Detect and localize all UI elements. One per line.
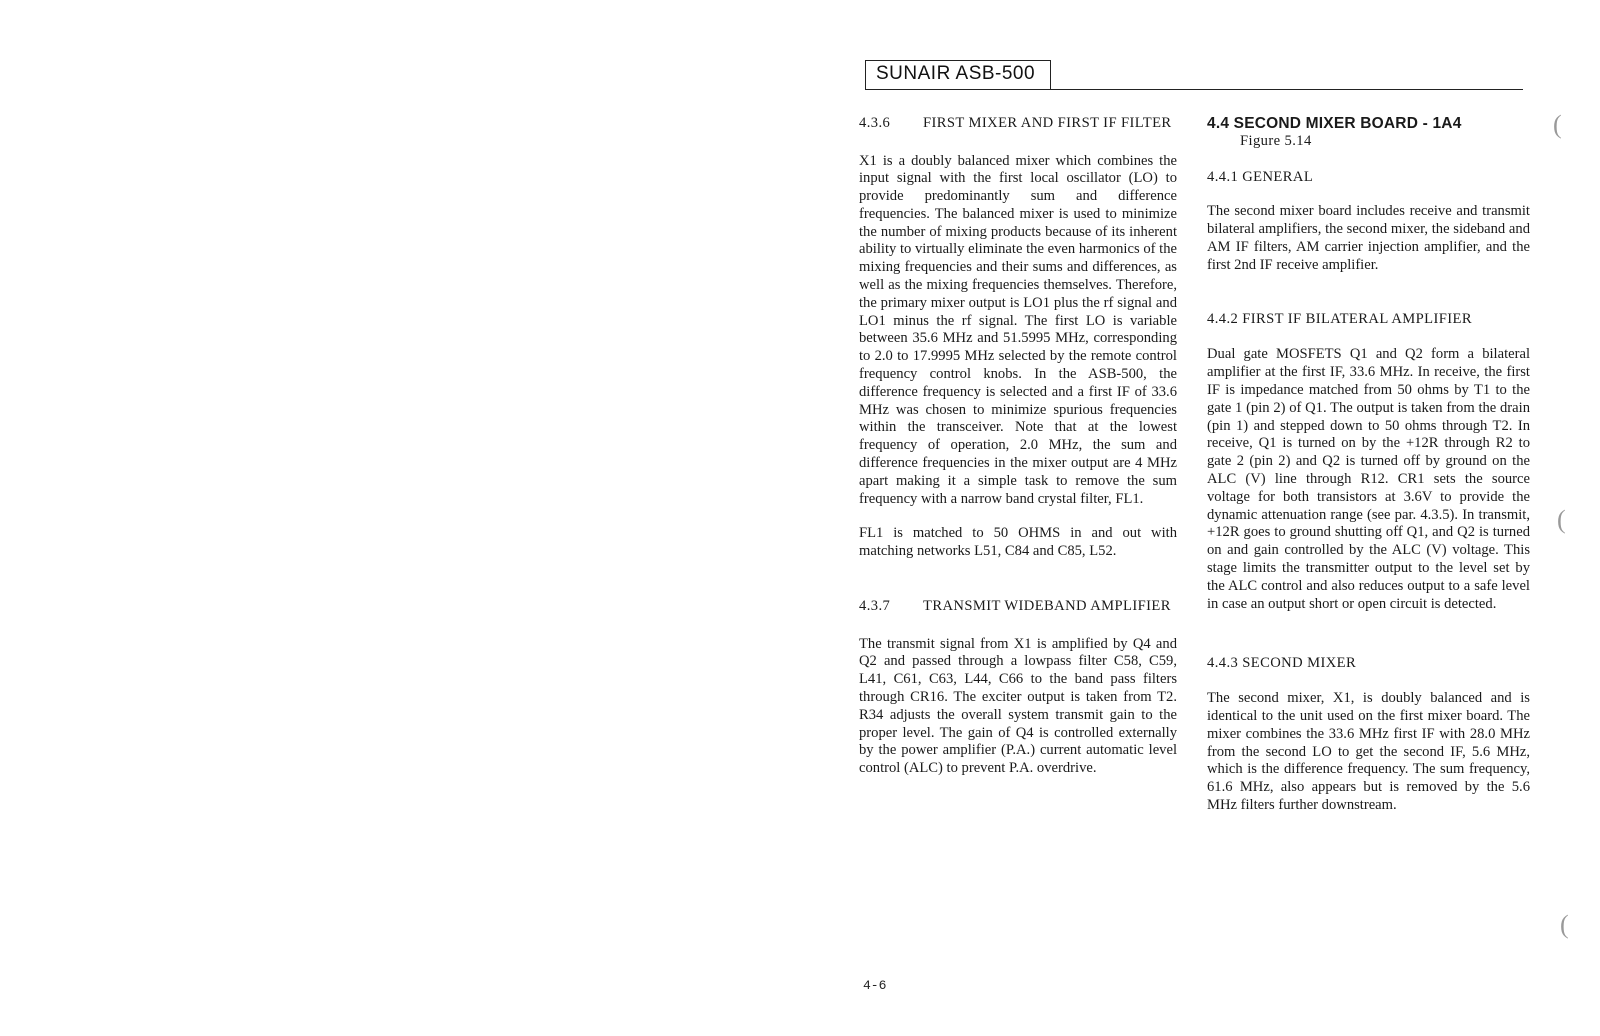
section-title: FIRST MIXER AND FIRST IF FILTER: [923, 115, 1172, 131]
paragraph-general: The second mixer board includes receive and transmit bilateral amplifiers, the second mixer, the sideband and AM IF filters, AM carrier injection amplifier, and the first 2nd IF receive amplifier.: [1207, 203, 1530, 273]
section-heading-4-4-1: 4.4.1 GENERAL: [1207, 168, 1314, 185]
paragraph-first-mixer: X1 is a doubly balanced mixer which combines the input signal with the first local oscillator (LO) to provide predominantly sum and difference frequencies. The balanced mixer is used to minimize the number of mixing products because of its inherent ability to virtually eliminate the even harmonics of the mixing frequencies and their sums and differences, as well as the mixing frequencies themselves. Therefore, the primary mixer output is LO1 plus the rf signal and LO1 minus the rf signal. The first LO is variable between 35.6 MHz and 51.5995 MHz, corresponding to 2.0 to 17.9995 MHz selected by the remote control frequency control knobs. In the ASB-500, the difference frequency is selected and a first IF of 33.6 MHz was chosen to minimize spurious frequencies within the transceiver. Note that at the lowest frequency of operation, 2.0 MHz, the sum and difference frequencies in the mixer output are 4 MHz apart making it a simple task to remove the sum frequency with a narrow band crystal filter, FL1.: [859, 152, 1177, 507]
section-heading-4-3-6: [859, 115, 1177, 133]
page-number: 4-6: [863, 978, 887, 993]
section-heading-4-3-7: [859, 598, 1177, 616]
paragraph-fl1-matching: FL1 is matched to 50 OHMS in and out with matching networks L51, C84 and C85, L52.: [859, 525, 1177, 560]
section-heading-4-4: 4.4 SECOND MIXER BOARD - 1A4: [1207, 115, 1462, 132]
header-rule: [865, 89, 1523, 90]
section-heading-4-4-2: 4.4.2 FIRST IF BILATERAL AMPLIFIER: [1207, 310, 1472, 327]
section-title: TRANSMIT WIDEBAND AMPLIFIER: [923, 598, 1171, 615]
scan-mark: (: [1557, 505, 1566, 534]
section-heading-4-4-3: 4.4.3 SECOND MIXER: [1207, 655, 1357, 672]
section-number: 4.3.6: [859, 115, 891, 131]
paragraph-bilateral-amplifier: Dual gate MOSFETS Q1 and Q2 form a bilateral amplifier at the first IF, 33.6 MHz. In receive, the first IF is impedance matched from 50 ohms by T1 to the gate 1 (pin 2) of Q1. The output is taken from the drain (pin 1) and stepped down to 50 ohms through T2. In receive, Q1 is turned on by the +12R through R2 to gate 2 (pin 2) and Q2 is turned off by ground on the ALC (V) line through R12. CR1 sets the source voltage for both transistors at 3.6V to provide the dynamic attenuation range (see par. 4.3.5). In transmit, +12R goes to ground shutting off Q1, and Q2 is turned on and gain controlled by the ALC (V) voltage. This stage limits the transmitter output to the level set by the ALC control and also reduces output to a safe level in case an output short or open circuit is detected.: [1207, 346, 1530, 612]
scan-mark: (: [1553, 110, 1562, 139]
figure-reference: Figure 5.14: [1240, 132, 1312, 149]
scan-mark: (: [1560, 910, 1569, 939]
left-column: [859, 115, 1177, 778]
header-title: SUNAIR ASB-500: [865, 60, 1051, 90]
right-column: [1207, 115, 1530, 815]
section-number: 4.3.7: [859, 598, 891, 615]
paragraph-second-mixer: The second mixer, X1, is doubly balanced and is identical to the unit used on the first mixer board. The mixer combines the 33.6 MHz first IF with 28.0 MHz from the second LO to get the second IF, 5.6 MHz, which is the difference frequency. The sum frequency, 61.6 MHz, also appears but is removed by the 5.6 MHz filters further downstream.: [1207, 690, 1530, 813]
paragraph-transmit-wideband: The transmit signal from X1 is amplified by Q4 and Q2 and passed through a lowpass filter C58, C59, L41, C61, C63, L44, C66 to the band pass filters through CR16. The exciter output is taken from T2. R34 adjusts the overall system transmit gain to the proper level. The gain of Q4 is controlled externally by the power amplifier (P.A.) current automatic level control (ALC) to prevent P.A. overdrive.: [859, 635, 1177, 777]
